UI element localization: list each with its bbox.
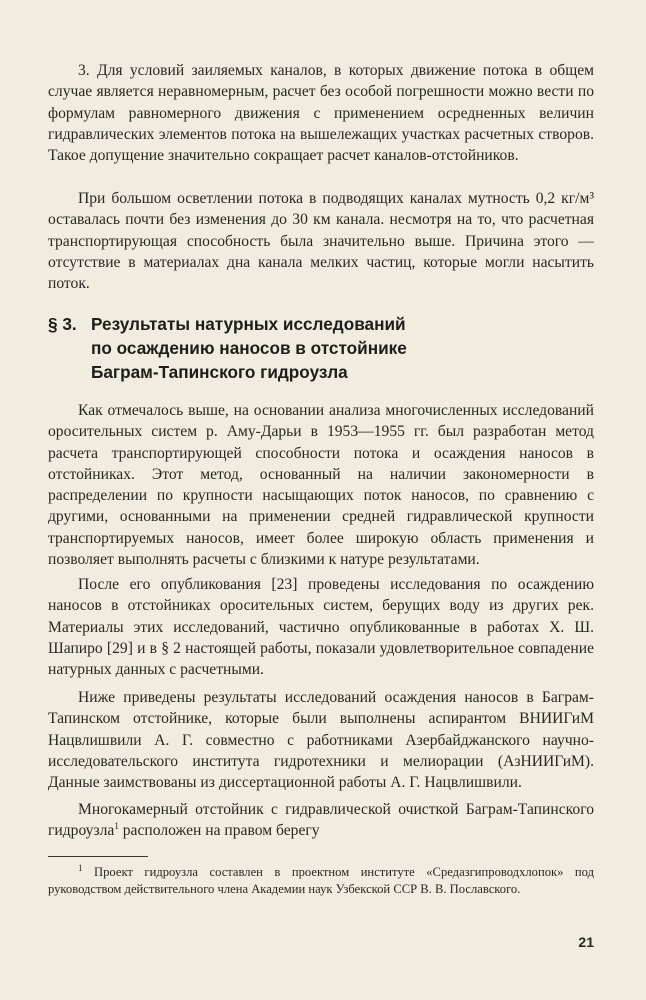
- paragraph-settler-text: Многокамерный отстойник с гидравлической очисткой Баграм-Тапинского гидроузла: [48, 801, 594, 840]
- footnote-reference: 1: [114, 821, 119, 832]
- footnote-text: Проект гидроузла составлен в проектном институте «Средазгипроводхлопок» под руководством действительного члена Академии наук Узбекской ССР В. В. Пославского.: [48, 865, 594, 897]
- paragraph-results: Ниже приведены результаты исследований осаждения наносов в Баграм-Тапинском отстойнике, которые были выполнены аспирантом ВНИИГиМ Нацвлишвили А. Г. совместно с работниками Азербайджанского научно-исследовательского института гидротехники и мелиорации (АзНИИГиМ). Данные заимствованы из диссертационной работы А. Г. Нацвлишвили.: [48, 689, 594, 792]
- paragraph-clarification: При большом осветлении потока в подводящих каналах мутность 0,2 кг/м³ оставалась почти без изменения до 30 км канала. несмотря на то, что расчетная транспортирующая способность была значительно выше. Причина этого — отсутствие в материалах дна канала мелких частиц, которые могли насытить поток.: [48, 190, 594, 293]
- paragraph-publication: После его опубликования [23] проведены исследования по осаждению наносов в отстойниках оросительных систем, берущих воду из других рек. Материалы этих исследований, частично опубликованные в работах Х. Ш. Шапиро [29] и в § 2 настоящей работы, показали удовлетворительное совпадение натурных данных с расчетными.: [48, 576, 594, 679]
- footnote: [48, 864, 594, 899]
- footnote-divider: [48, 856, 148, 857]
- page-number: 21: [578, 934, 594, 950]
- paragraph-settler: [48, 799, 594, 842]
- footnote-marker: 1: [78, 862, 83, 873]
- paragraph-method: Как отмечалось выше, на основании анализа многочисленных исследований оросительных систем р. Аму-Дарьи в 1953—1955 гг. был разработан метод расчета транспортирующей способности потока и осаждения наносов в отстойниках. Этот метод, основанный на наличии закономерности в распределении по крупности насыщающих поток наносов, по сравнению с другими, основанными на применении средней гидравлической крупности транспортируемых наносов, имеет более широкую область применения и позволяет выполнять расчеты с близкими к натуре результатами.: [48, 402, 594, 569]
- section-title-line-1: Результаты натурных исследований: [91, 314, 406, 334]
- paragraph-settler-tail: расположен на правом берегу: [118, 822, 320, 840]
- section-number: § 3.: [48, 314, 77, 334]
- section-title-line-3: Баграм-Тапинского гидроузла: [91, 362, 348, 382]
- paragraph-conclusion-3: 3. Для условий заиляемых каналов, в которых движение потока в общем случае является неравномерным, расчет без особой погрешности можно вести по формулам равномерного движения с применением осредненных величин гидравлических элементов потока на вышележащих участках расчетных створов. Такое допущение значительно сокращает расчет каналов-отстойников.: [48, 62, 594, 165]
- section-title-line-2: по осаждению наносов в отстойнике: [91, 338, 407, 358]
